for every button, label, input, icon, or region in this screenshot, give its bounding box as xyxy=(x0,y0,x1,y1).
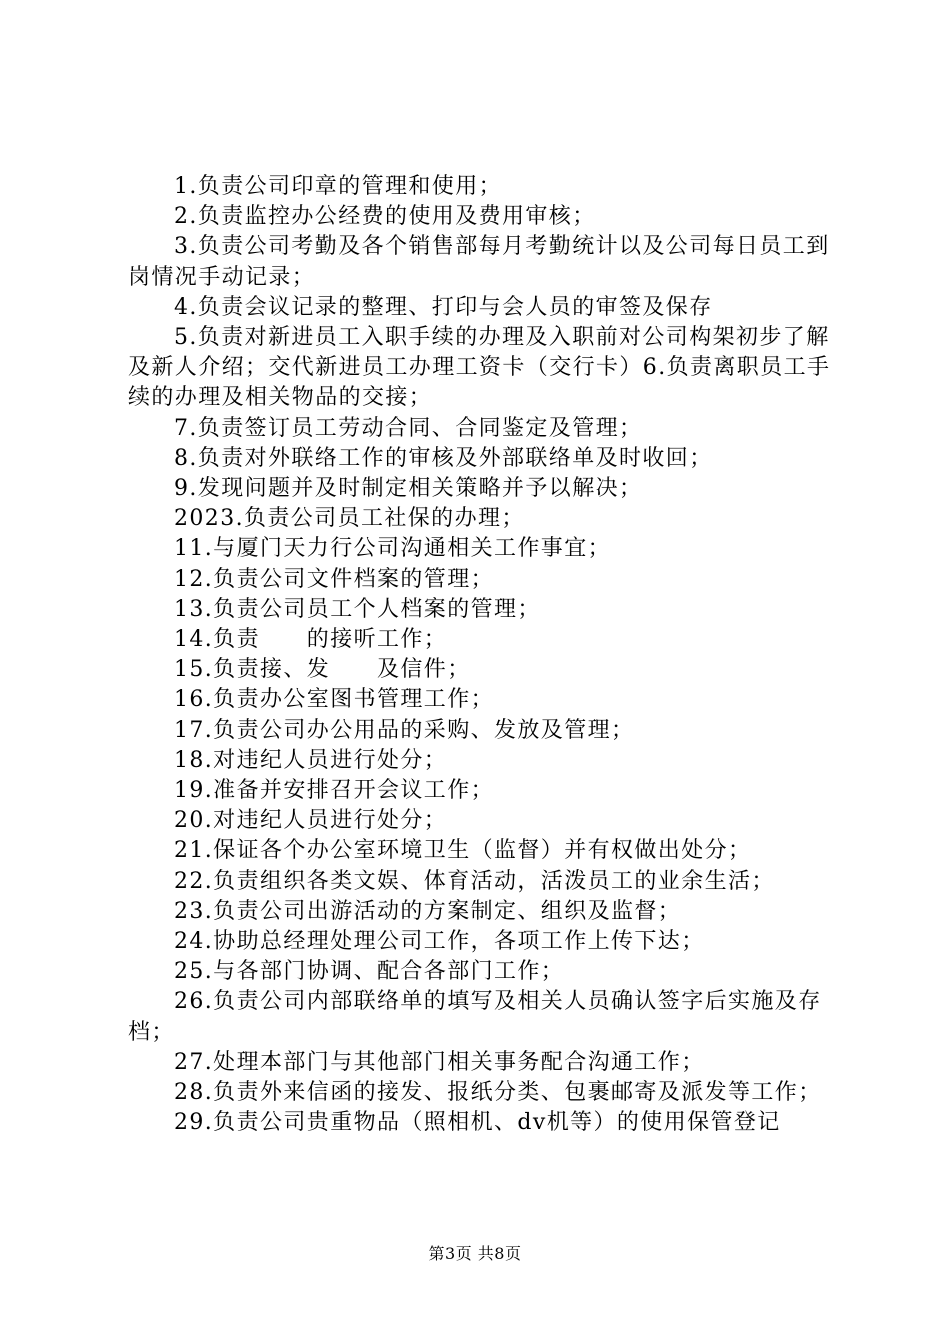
paragraph: 14.负责 的接听工作； xyxy=(174,627,448,653)
paragraph: 24.协助总经理处理公司工作，各项工作上传下达； xyxy=(174,929,705,955)
paragraph: 16.负责办公室图书管理工作； xyxy=(174,687,494,713)
paragraph: 15.负责接、发 及信件； xyxy=(174,657,471,683)
document-body xyxy=(128,172,838,1139)
paragraph: 3.负责公司考勤及各个销售部每月考勤统计以及公司每日员工到岗情况手动记录； xyxy=(128,234,830,290)
paragraph: 11.与厦门天力行公司沟通相关工作事宜； xyxy=(174,536,611,562)
paragraph: 26.负责公司内部联络单的填写及相关人员确认签字后实施及存档； xyxy=(128,989,822,1045)
page-footer: 第3页 共8页 xyxy=(428,1244,522,1263)
paragraph: 18.对违纪人员进行处分； xyxy=(174,747,448,773)
paragraph: 22.负责组织各类文娱、体育活动，活泼员工的业余生活； xyxy=(174,868,775,894)
paragraph: 19.准备并安排召开会议工作； xyxy=(174,778,494,804)
paragraph: 8.负责对外联络工作的审核及外部联络单及时收回； xyxy=(174,445,713,471)
paragraph: 2023.负责公司员工社保的办理； xyxy=(174,506,525,532)
paragraph: 5.负责对新进员工入职手续的办理及入职前对公司构架初步了解及新人介绍；交代新进员工办理工资卡（交行卡）6.负责离职员工手续的办理及相关物品的交接； xyxy=(128,325,831,411)
paragraph: 23.负责公司出游活动的方案制定、组织及监督； xyxy=(174,898,682,924)
paragraph: 4.负责会议记录的整理、打印与会人员的审签及保存 xyxy=(174,294,713,320)
paragraph: 25.与各部门协调、配合各部门工作； xyxy=(174,959,565,985)
paragraph: 1.负责公司印章的管理和使用； xyxy=(174,174,502,199)
paragraph: 21.保证各个办公室环境卫生（监督）并有权做出处分； xyxy=(174,838,752,864)
paragraph: 9.发现问题并及时制定相关策略并予以解决； xyxy=(174,476,643,502)
paragraph: 13.负责公司员工个人档案的管理； xyxy=(174,596,541,622)
paragraph: 27.处理本部门与其他部门相关事务配合沟通工作； xyxy=(174,1049,705,1075)
paragraph: 29.负责公司贵重物品（照相机、dv机等）的使用保管登记 xyxy=(174,1110,781,1136)
paragraph: 12.负责公司文件档案的管理； xyxy=(174,566,494,592)
paragraph: 7.负责签订员工劳动合同、合同鉴定及管理； xyxy=(174,415,643,441)
paragraph: 17.负责公司办公用品的采购、发放及管理； xyxy=(174,717,635,743)
paragraph: 2.负责监控办公经费的使用及费用审核； xyxy=(174,204,596,230)
paragraph: 20.对违纪人员进行处分； xyxy=(174,808,448,834)
paragraph: 28.负责外来信函的接发、报纸分类、包裹邮寄及派发等工作； xyxy=(174,1080,822,1106)
